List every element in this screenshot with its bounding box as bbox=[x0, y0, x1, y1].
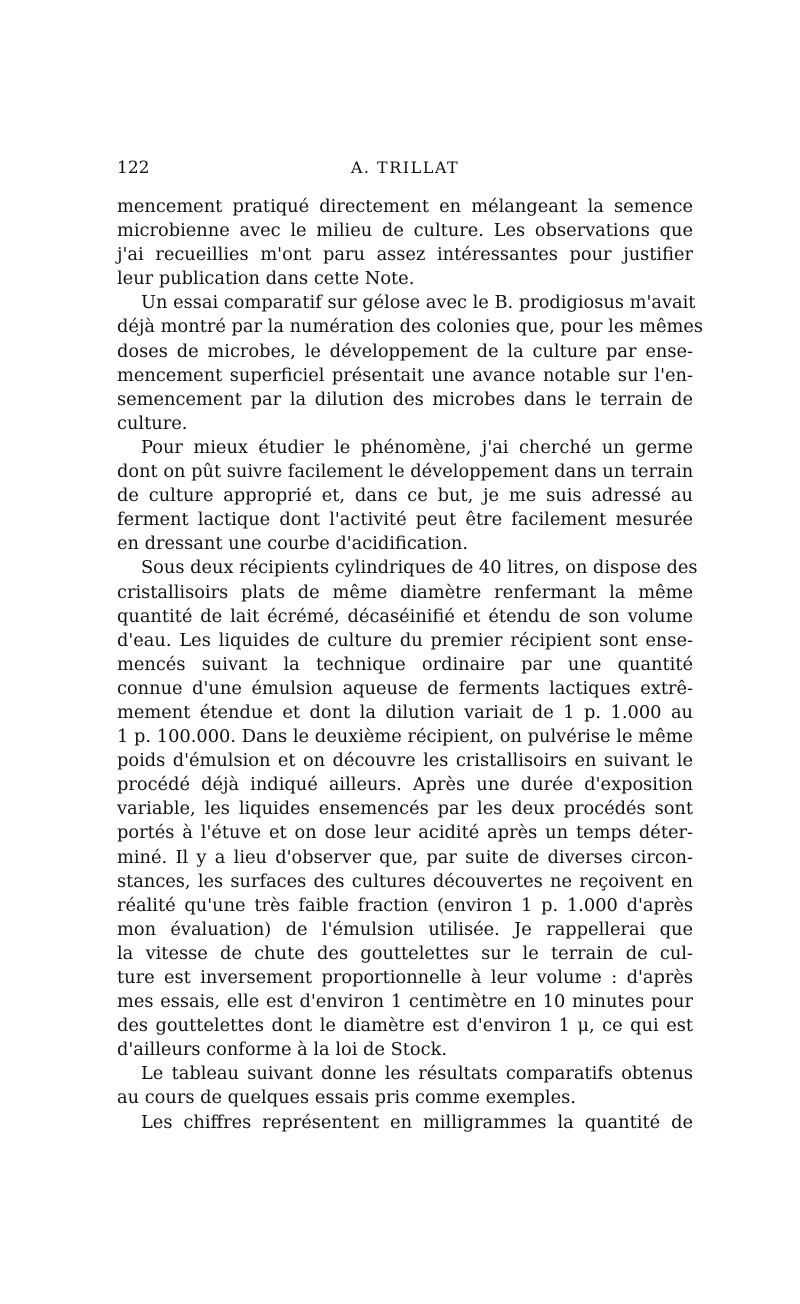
text-line: cristallisoirs plats de même diamètre renfermant la même bbox=[117, 581, 693, 603]
text-line: procédé déjà indiqué ailleurs. Après une durée d'exposition bbox=[117, 774, 693, 796]
text-line: ture est inversement proportionnelle à leur volume : d'après bbox=[117, 967, 693, 988]
text-line: au cours de quelques essais pris comme exemples. bbox=[117, 1087, 576, 1109]
text-line: mencés suivant la technique ordinaire par une quantité bbox=[117, 653, 693, 675]
text-line: variable, les liquides ensemencés par les deux procédés sont bbox=[117, 798, 693, 820]
text-line: semencement par la dilution des microbes dans le terrain de bbox=[117, 388, 693, 410]
text-line: quantité de lait écrémé, décaséinifié et étendu de son volume bbox=[117, 605, 693, 627]
text-line: réalité qu'une très faible fraction (environ 1 p. 1.000 d'après bbox=[117, 894, 693, 916]
text-line: Sous deux récipients cylindriques de 40 litres, on dispose des bbox=[141, 557, 698, 579]
page-number: 122 bbox=[117, 158, 150, 178]
text-line: poids d'émulsion et on découvre les cristallisoirs en suivant le bbox=[117, 750, 693, 772]
text-line: d'ailleurs conforme à la loi de Stock. bbox=[117, 1039, 448, 1061]
text-line: des gouttelettes dont le diamètre est d'environ 1 μ, ce qui est bbox=[117, 1015, 693, 1037]
text-line: déjà montré par la numération des colonies que, pour les mêmes bbox=[117, 316, 704, 338]
text-line: Le tableau suivant donne les résultats comparatifs obtenus bbox=[141, 1063, 693, 1085]
text-line: culture. bbox=[117, 412, 188, 434]
text-line: portés à l'étuve et on dose leur acidité après un temps déter- bbox=[117, 822, 693, 844]
text-line: Un essai comparatif sur gélose avec le B. prodigiosus m'avait bbox=[141, 292, 696, 314]
text-line: microbienne avec le milieu de culture. Les observations que bbox=[117, 220, 693, 242]
running-head: A. TRILLAT bbox=[350, 158, 460, 177]
text-line: stances, les surfaces des cultures découvertes ne reçoivent en bbox=[117, 870, 693, 892]
text-line: miné. Il y a lieu d'observer que, par suite de diverses circon- bbox=[117, 846, 693, 868]
text-line: mencement pratiqué directement en mélangeant la semence bbox=[117, 196, 693, 217]
text-line: la vitesse de chute des gouttelettes sur le terrain de cul- bbox=[117, 942, 693, 964]
text-line: mencement superficiel présentait une avance notable sur l'en- bbox=[117, 364, 693, 386]
text-line: Les chiffres représentent en milligrammes la quantité de bbox=[141, 1111, 693, 1133]
text-line: Pour mieux étudier le phénomène, j'ai cherché un germe bbox=[141, 436, 693, 458]
text-line: connue d'une émulsion aqueuse de ferments lactiques extrê- bbox=[117, 677, 693, 699]
body-text bbox=[117, 195, 704, 1135]
text-line: 1 p. 100.000. Dans le deuxième récipient, on pulvérise le même bbox=[117, 726, 693, 748]
page-header bbox=[117, 155, 693, 181]
text-line: d'eau. Les liquides de culture du premier récipient sont ense- bbox=[117, 629, 693, 651]
text-line: en dressant une courbe d'acidification. bbox=[117, 533, 469, 555]
text-line: leur publication dans cette Note. bbox=[117, 268, 415, 290]
text-line: ferment lactique dont l'activité peut être facilement mesurée bbox=[117, 509, 693, 531]
text-line: doses de microbes, le développement de la culture par ense- bbox=[117, 340, 693, 362]
text-line: dont on pût suivre facilement le développement dans un terrain bbox=[117, 461, 694, 483]
text-line: j'ai recueillies m'ont paru assez intéressantes pour justifier bbox=[117, 244, 693, 266]
text-line: mes essais, elle est d'environ 1 centimètre en 10 minutes pour bbox=[117, 991, 693, 1013]
text-line: mement étendue et dont la dilution variait de 1 p. 1.000 au bbox=[117, 701, 693, 723]
text-line: de culture approprié et, dans ce but, je me suis adressé au bbox=[117, 485, 693, 507]
text-line: mon évaluation) de l'émulsion utilisée. Je rappellerai que bbox=[117, 918, 693, 940]
